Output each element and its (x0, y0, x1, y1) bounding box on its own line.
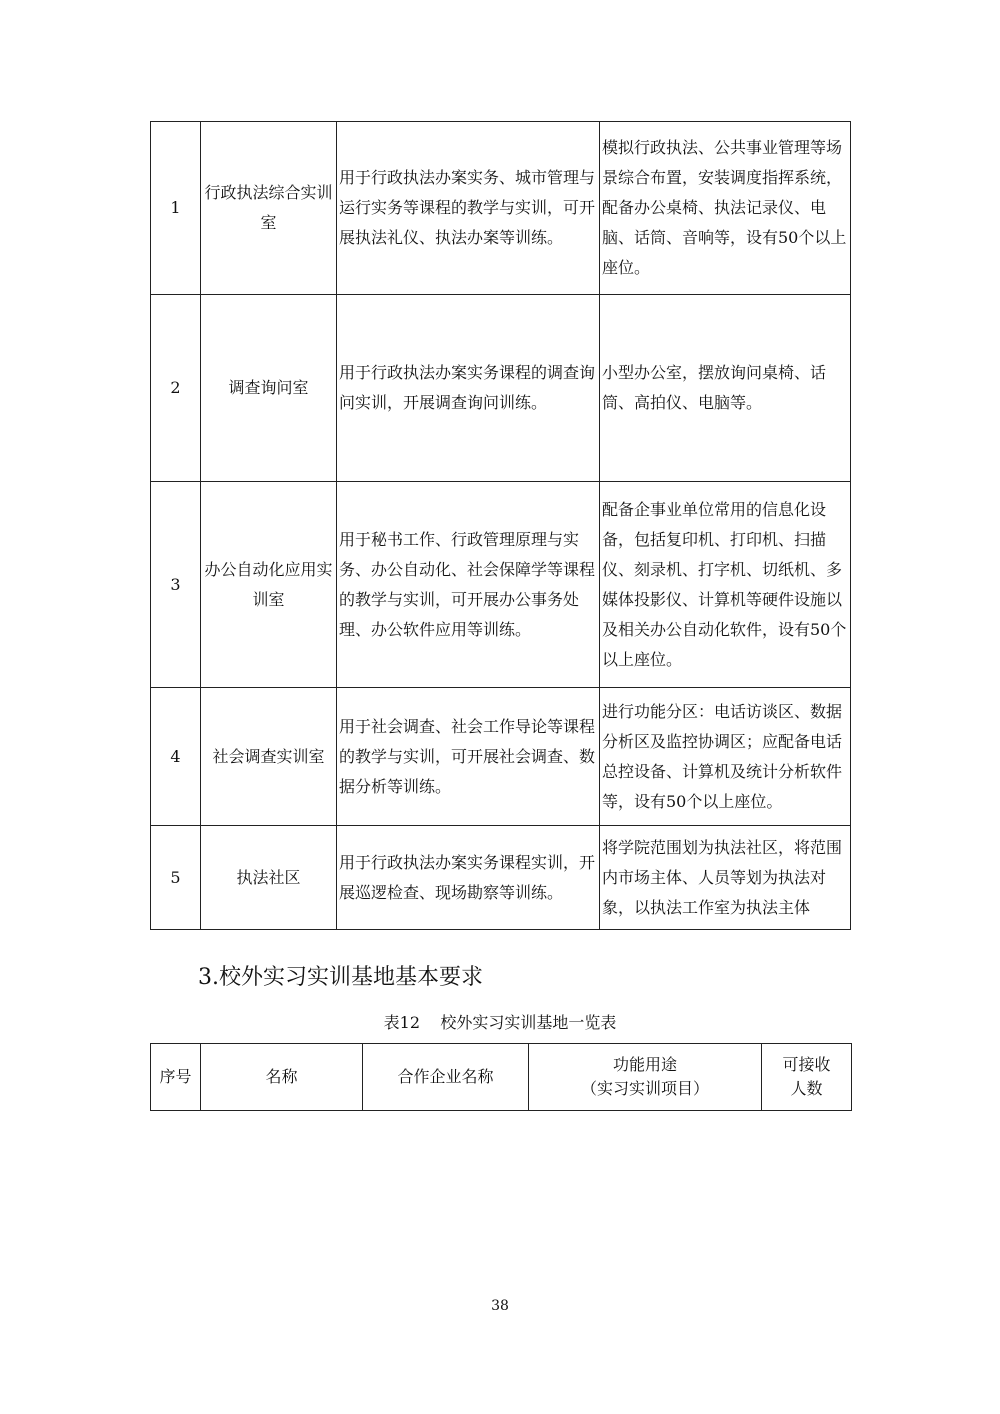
room-function: 用于行政执法办案实务课程实训，开展巡逻检查、现场勘察等训练。 (337, 826, 600, 930)
table-row (151, 122, 851, 295)
room-config: 配备企事业单位常用的信息化设备，包括复印机、打印机、扫描仪、刻录机、打字机、切纸机、多媒体投影仪、计算机等硬件设施以及相关办公自动化软件，设有50个以上座位。 (600, 482, 851, 688)
room-config: 将学院范围划为执法社区，将范围内市场主体、人员等划为执法对象，以执法工作室为执法主体 (600, 826, 851, 930)
room-name: 行政执法综合实训室 (201, 122, 337, 295)
room-config: 进行功能分区：电话访谈区、数据分析区及监控协调区；应配备电话总控设备、计算机及统计分析软件等，设有50个以上座位。 (600, 688, 851, 826)
room-function: 用于秘书工作、行政管理原理与实务、办公自动化、社会保障学等课程的教学与实训，可开展办公事务处理、办公软件应用等训练。 (337, 482, 600, 688)
room-function: 用于社会调查、社会工作导论等课程的教学与实训，可开展社会调查、数据分析等训练。 (337, 688, 600, 826)
table-row (151, 688, 851, 826)
header-function-line1: 功能用途 (612, 1055, 677, 1074)
header-name: 名称 (201, 1044, 363, 1111)
table-row (151, 482, 851, 688)
header-capacity-line2: 人数 (790, 1079, 823, 1098)
room-config: 模拟行政执法、公共事业管理等场景综合布置，安装调度指挥系统，配备办公桌椅、执法记录仪、电脑、话筒、音响等，设有50个以上座位。 (600, 122, 851, 295)
training-room-table (150, 121, 851, 930)
off-campus-base-table (150, 1043, 852, 1111)
header-function-line2: （实习实训项目） (580, 1079, 709, 1098)
row-number: 4 (151, 688, 201, 826)
table-caption: 表12 校外实习实训基地一览表 (383, 1013, 617, 1032)
room-config: 小型办公室，摆放询问桌椅、话筒、高拍仪、电脑等。 (600, 295, 851, 482)
room-function: 用于行政执法办案实务、城市管理与运行实务等课程的教学与实训，可开展执法礼仪、执法办案等训练。 (337, 122, 600, 295)
header-function (529, 1044, 762, 1111)
table-row (151, 295, 851, 482)
room-name: 执法社区 (201, 826, 337, 930)
header-capacity-line1: 可接收 (782, 1055, 831, 1074)
section-heading: 3.校外实习实训基地基本要求 (198, 965, 483, 990)
row-number: 3 (151, 482, 201, 688)
room-function: 用于行政执法办案实务课程的调查询问实训，开展调查询问训练。 (337, 295, 600, 482)
table-header-row (151, 1044, 852, 1111)
page-number: 38 (491, 1298, 509, 1314)
row-number: 2 (151, 295, 201, 482)
room-name: 社会调查实训室 (201, 688, 337, 826)
header-partner: 合作企业名称 (363, 1044, 529, 1111)
row-number: 1 (151, 122, 201, 295)
room-name: 调查询问室 (201, 295, 337, 482)
table-row (151, 826, 851, 930)
header-capacity (762, 1044, 852, 1111)
room-name: 办公自动化应用实训室 (201, 482, 337, 688)
header-seq: 序号 (151, 1044, 201, 1111)
row-number: 5 (151, 826, 201, 930)
